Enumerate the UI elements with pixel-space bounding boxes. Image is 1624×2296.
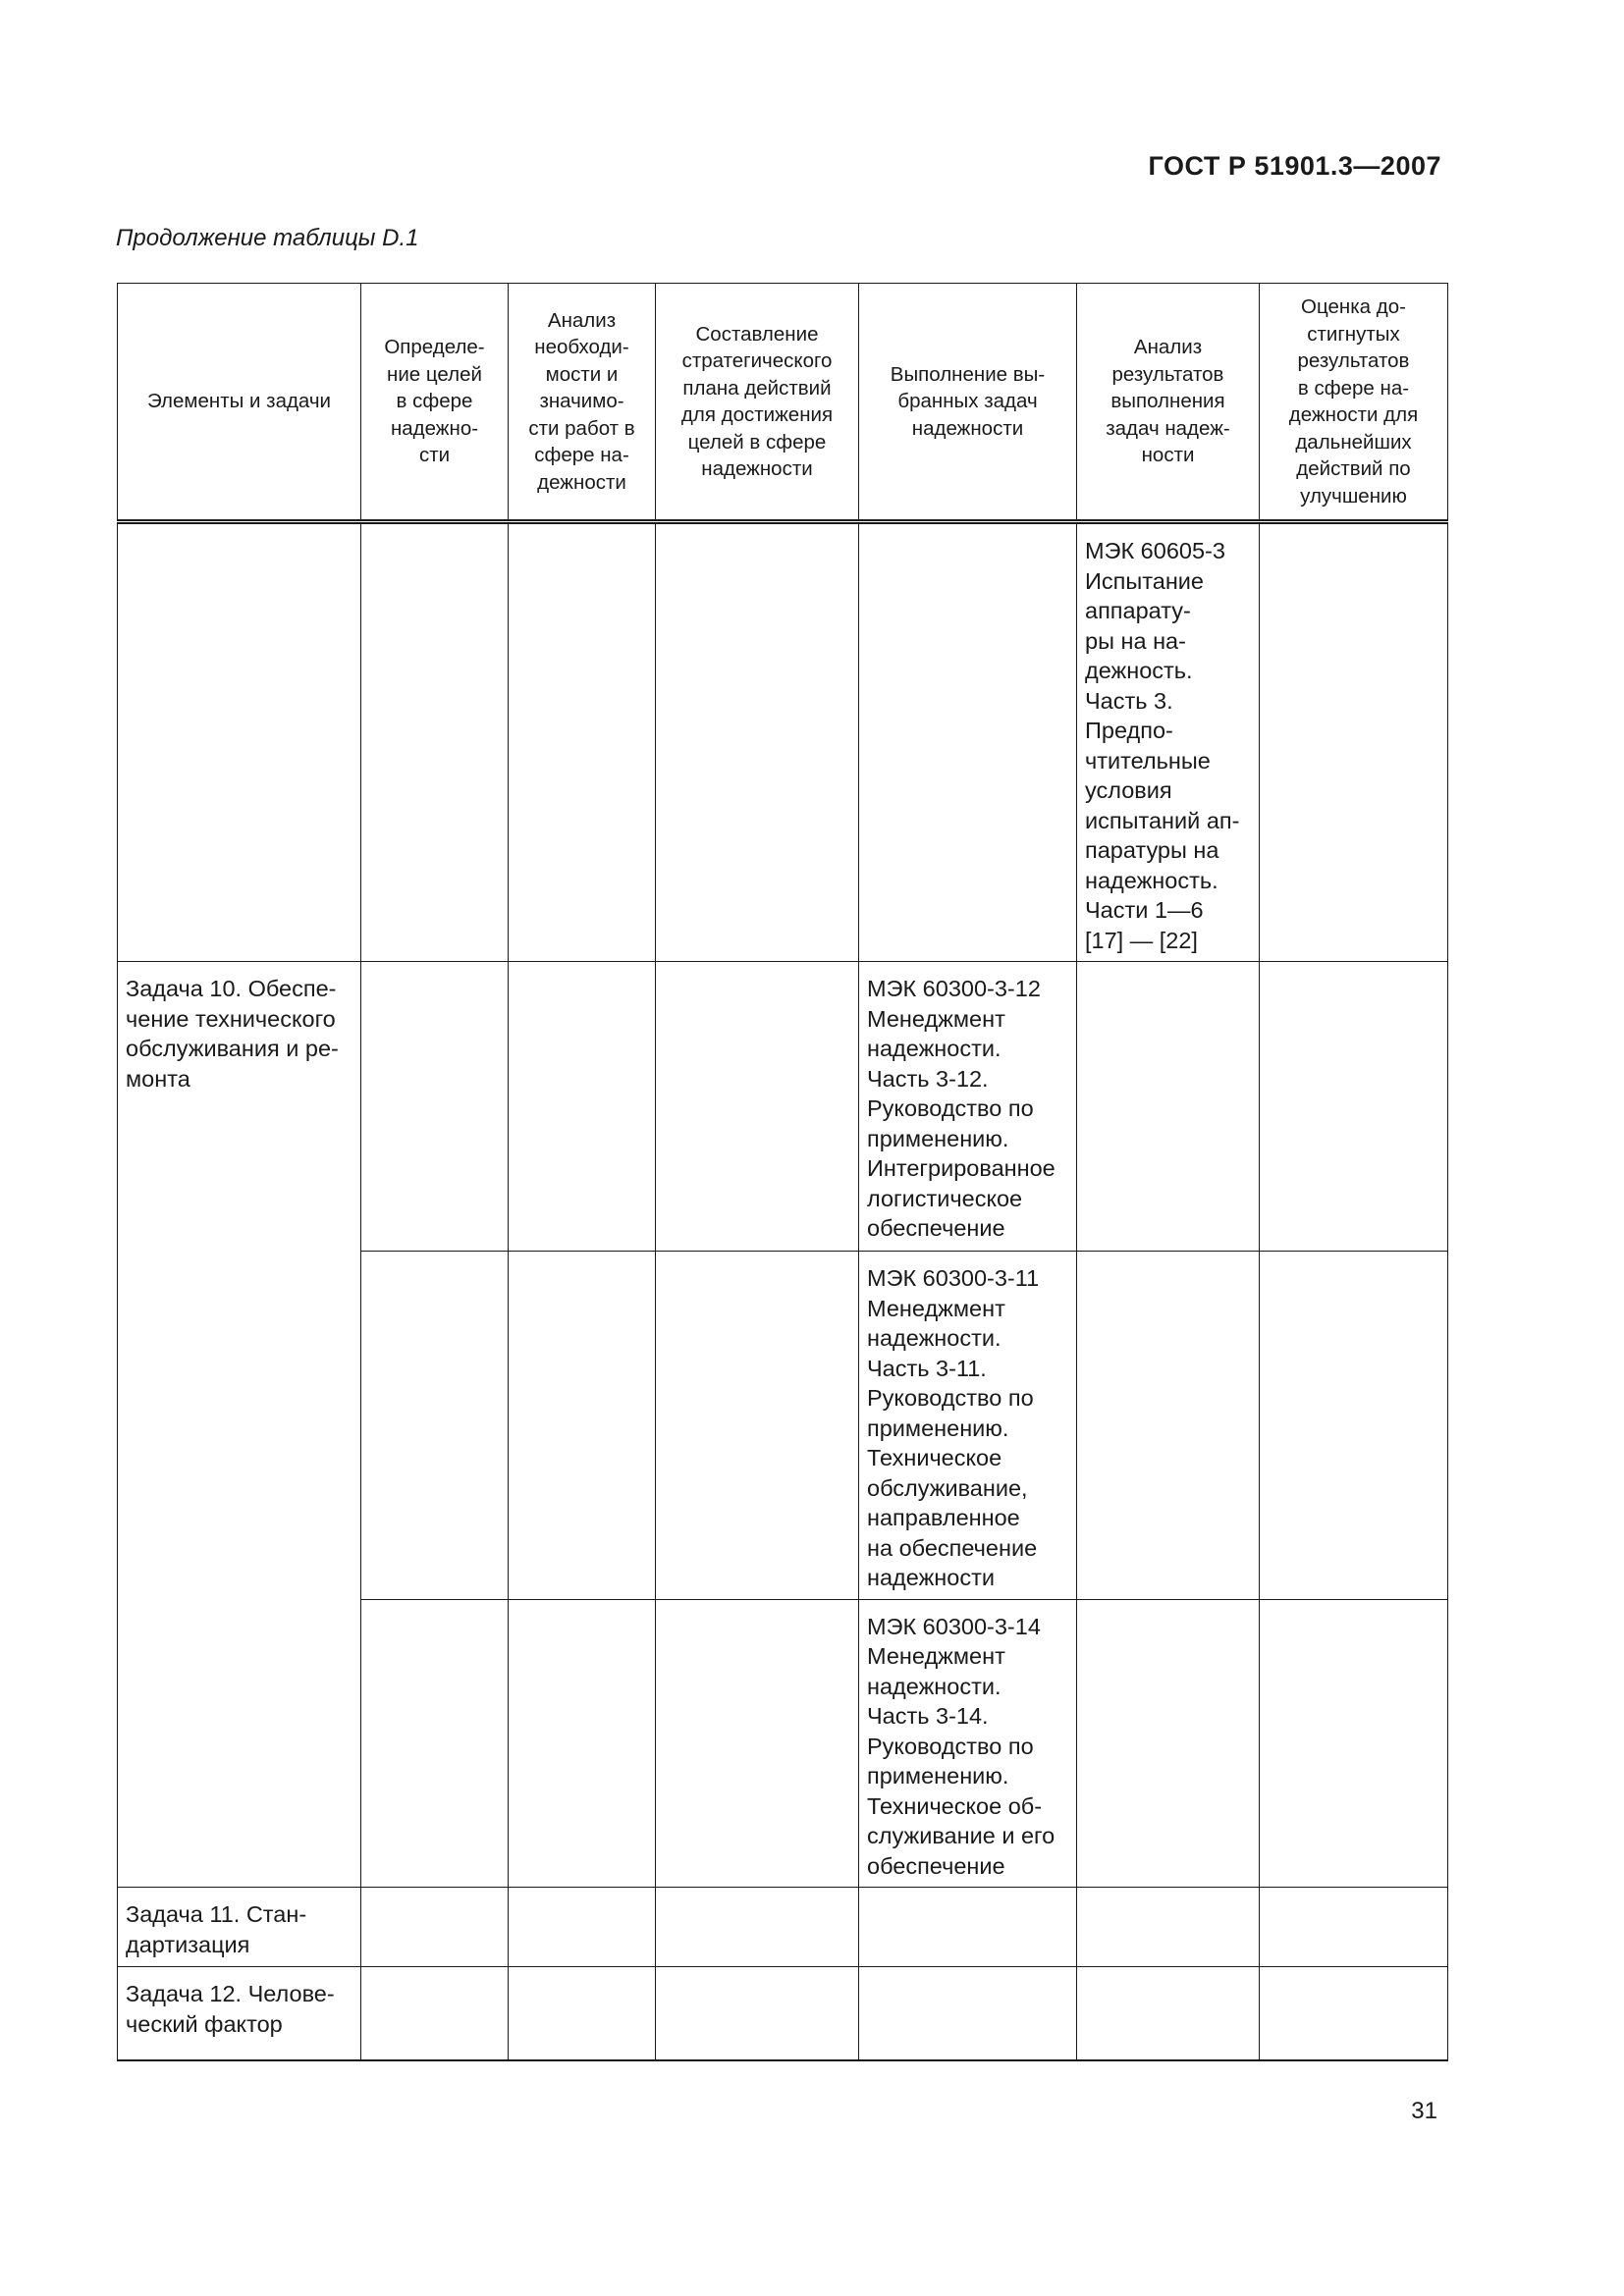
col-header-goals: Определе- ние целей в сфере надежно- сти	[361, 284, 509, 522]
reliability-table	[117, 283, 1448, 2061]
table-row	[118, 522, 1448, 962]
table-cell	[1077, 1967, 1260, 2060]
col-header-results-analysis: Анализ результатов выполнения задач надеж- ности	[1077, 284, 1260, 522]
table-cell	[118, 522, 361, 962]
table-cell	[1260, 1967, 1448, 2060]
col-header-elements: Элементы и задачи	[118, 284, 361, 522]
table-cell	[509, 1888, 656, 1967]
table-row	[118, 1967, 1448, 2060]
page-number: 31	[1411, 2098, 1437, 2124]
table-cell	[1077, 962, 1260, 1252]
table-cell	[1260, 1252, 1448, 1600]
table-cell	[361, 1967, 509, 2060]
task-12-cell: Задача 12. Челове- ческий фактор	[118, 1967, 361, 2060]
standard-reference-cell: МЭК 60300-3-12 Менеджмент надежности. Часть 3-12. Руководство по применению. Интегрированное логистическое обеспечение	[859, 962, 1077, 1252]
table-header-row	[118, 284, 1448, 522]
table-cell	[361, 522, 509, 962]
table-cell	[509, 1252, 656, 1600]
table-cell	[361, 1252, 509, 1600]
table-cell	[361, 1599, 509, 1888]
table-cell	[509, 962, 656, 1252]
table-cell	[1077, 1252, 1260, 1600]
table-cell	[656, 1252, 859, 1600]
table-cell	[509, 1967, 656, 2060]
table-cell	[1260, 962, 1448, 1252]
table-cell	[656, 962, 859, 1252]
table-cell	[509, 522, 656, 962]
table-cell	[656, 1599, 859, 1888]
col-header-execution: Выполнение вы- бранных задач надежности	[859, 284, 1077, 522]
task-10-cell: Задача 10. Обеспе- чение технического обслуживания и ре- монта	[118, 962, 361, 1888]
col-header-evaluation: Оценка до- стигнутых результатов в сфере на- дежности для дальнейших действий по улучшению	[1260, 284, 1448, 522]
standard-reference-cell: МЭК 60605-3 Испытание аппарату- ры на на- дежность. Часть 3. Предпо- чтительные условия испытаний ап- паратуры на надежность. Части 1—6 [17] — [22]	[1077, 522, 1260, 962]
table-cell	[656, 522, 859, 962]
table-cell	[1077, 1888, 1260, 1967]
table-row	[118, 1888, 1448, 1967]
table-cell	[361, 1888, 509, 1967]
table-cell	[361, 962, 509, 1252]
table-cell	[656, 1888, 859, 1967]
table-cell	[859, 1888, 1077, 1967]
table-cell	[859, 522, 1077, 962]
col-header-needs-analysis: Анализ необходи- мости и значимо- сти работ в сфере на- дежности	[509, 284, 656, 522]
document-code: ГОСТ Р 51901.3—2007	[1148, 151, 1441, 181]
table-cell	[509, 1599, 656, 1888]
standard-reference-cell: МЭК 60300-3-11 Менеджмент надежности. Часть 3-11. Руководство по применению. Техническое обслуживание, направленное на обеспечение надежности	[859, 1252, 1077, 1600]
table-cell	[1077, 1599, 1260, 1888]
standard-reference-cell: МЭК 60300-3-14 Менеджмент надежности. Часть 3-14. Руководство по применению. Техническое об- служивание и его обеспечение	[859, 1599, 1077, 1888]
table-cell	[859, 1967, 1077, 2060]
table-row	[118, 962, 1448, 1252]
task-11-cell: Задача 11. Стан- дартизация	[118, 1888, 361, 1967]
table-cell	[1260, 1888, 1448, 1967]
table-cell	[1260, 1599, 1448, 1888]
table-cell	[1260, 522, 1448, 962]
table-caption: Продолжение таблицы D.1	[116, 225, 419, 251]
table-cell	[656, 1967, 859, 2060]
col-header-strategic-plan: Составление стратегического плана действий для достижения целей в сфере надежности	[656, 284, 859, 522]
